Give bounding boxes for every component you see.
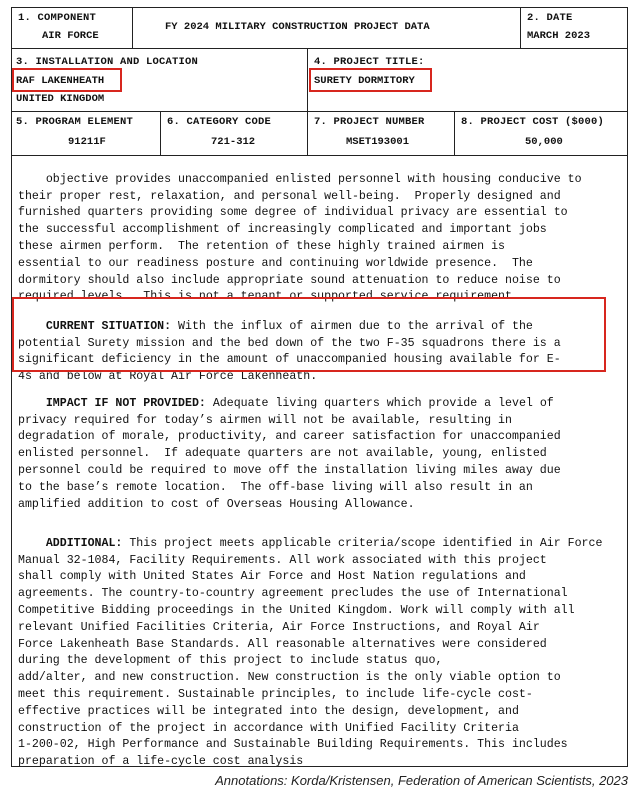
additional-heading: ADDITIONAL: [45, 536, 123, 550]
project-title-label: 4. PROJECT TITLE: [314, 56, 425, 68]
component-value: AIR FORCE [42, 30, 99, 42]
category-code-value: 721-312 [211, 136, 256, 148]
intro-text: objective provides unaccompanied enlisted personnel with housing conducive to their proper rest, relaxation, and personal well-being. Properly designed and furnished quarters providing some degree of individual privacy are essential to the successful accomplishment of increasingly complicated and important jobs these airmen perform. The retention of these highly trained airmen is essential to our readiness posture and continuing worldwide presence. The dormitory should also include appropriate sound attenuation to reduce noise to required levels. This is not a tenant or supported service requirement. [18, 172, 582, 304]
country-value: UNITED KINGDOM [16, 93, 105, 105]
impact-heading: IMPACT IF NOT PROVIDED: [45, 396, 206, 410]
highlight-project-title [309, 68, 432, 92]
date-cell [521, 8, 627, 48]
program-element-label: 5. PROGRAM ELEMENT [16, 116, 134, 128]
impact-text: Adequate living quarters which provide a level of privacy required for today’s airmen will not be available, resulting in degradation of morale, productivity, and career satisfaction for unaccompanied enlisted personnel. If adequate quarters are not available, young, enlisted personnel could be required to move off the installation living miles away due to the base’s remote location. The off-base living will also result in an amplified addition to cost of Overseas Housing Allowance. [18, 396, 561, 511]
project-data-document [11, 7, 628, 767]
category-code-cell [161, 112, 308, 155]
annotation-credit: Annotations: Korda/Kristensen, Federation of American Scientists, 2023 [215, 773, 628, 788]
title-cell [133, 8, 521, 48]
header-row [12, 8, 627, 49]
component-cell [12, 8, 133, 48]
project-cost-value: 50,000 [525, 136, 563, 148]
project-cost-cell [455, 112, 627, 155]
highlight-current-situation [12, 297, 606, 372]
additional-paragraph [18, 519, 621, 767]
project-number-cell [308, 112, 455, 155]
additional-text: This project meets applicable criteria/scope identified in Air Force Manual 32-1084, Facility Requirements. All work associated with this project shall comply with United States Air Force and Host Nation regulations and agreements. The country-to-country agreement precludes the use of International Competitive Bidding proceedings in the United Kingdom. Work will comply with all relevant Unified Facilities Criteria, Air Force Instructions, and Royal Air Force Lakenheath Base Standards. All reasonable alternatives were considered during the development of this project to include status quo, add/alter, and new construction. New construction is the only viable option to meet this requirement. Sustainable principles, to include life-cycle cost- effective practices will be integrated into the design, development, and construction of the project in accordance with Unified Facility Criteria 1-200-02, High Performance and Sustainable Building Requirements. This includes preparation of a life-cycle cost analysis [18, 536, 603, 767]
current-situation-text: With the influx of airmen due to the arrival of the potential Surety mission and the bed down of the two F-35 squadrons there is a significant deficiency in the amount of unaccompanied housing available for E- 4s and below at Royal Air Force Lakenheath. [18, 319, 561, 384]
current-situation-heading: CURRENT SITUATION: [45, 319, 172, 333]
highlight-installation [12, 68, 122, 92]
installation-label: 3. INSTALLATION AND LOCATION [16, 56, 199, 68]
program-element-cell [12, 112, 161, 155]
installation-value: RAF LAKENHEATH [16, 75, 105, 87]
project-number-value: MSET193001 [346, 136, 410, 148]
codes-row [12, 112, 627, 156]
date-label: 2. DATE [527, 12, 573, 24]
project-cost-label: 8. PROJECT COST ($000) [461, 116, 605, 128]
project-number-label: 7. PROJECT NUMBER [314, 116, 425, 128]
category-code-label: 6. CATEGORY CODE [167, 116, 272, 128]
form-title: FY 2024 MILITARY CONSTRUCTION PROJECT DATA [165, 21, 430, 33]
component-label: 1. COMPONENT [18, 12, 97, 24]
impact-paragraph [18, 379, 621, 530]
program-element-value: 91211F [68, 136, 106, 148]
date-value: MARCH 2023 [527, 30, 591, 42]
project-title-value: SURETY DORMITORY [314, 75, 415, 87]
